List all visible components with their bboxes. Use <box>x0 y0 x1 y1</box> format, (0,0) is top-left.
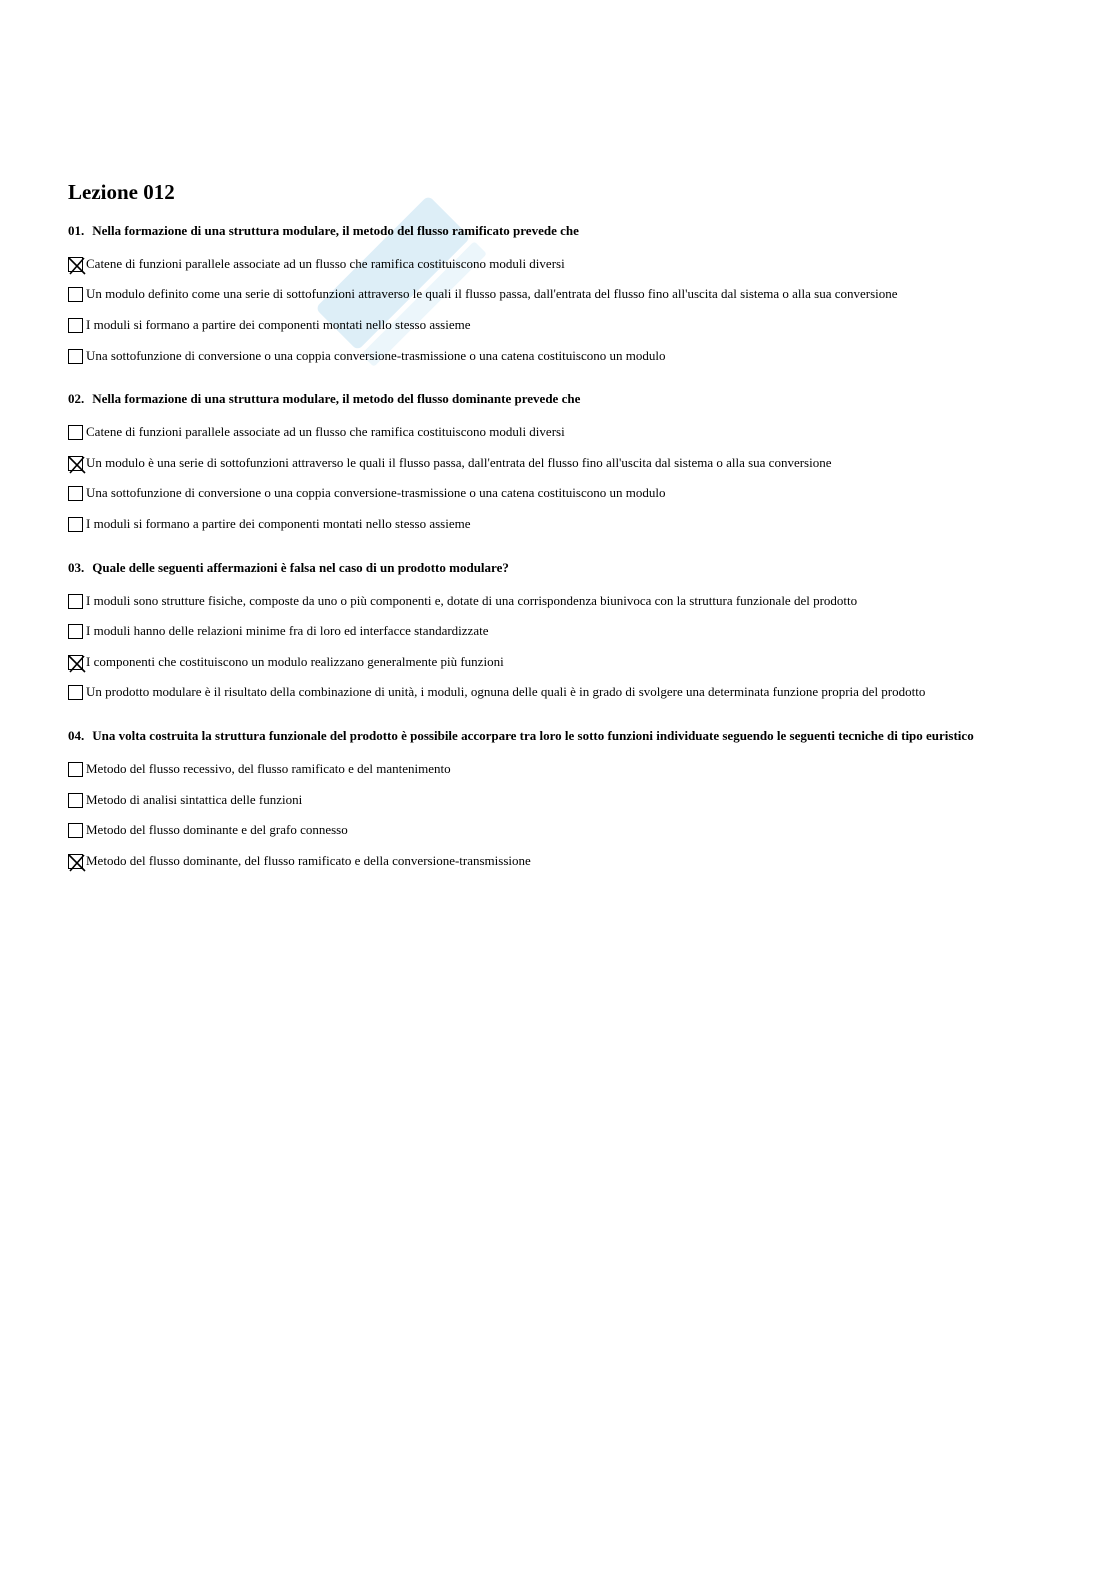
question-number: 02. <box>68 391 85 407</box>
cross-mark-icon <box>67 654 86 673</box>
answer-option[interactable] <box>68 478 1028 509</box>
option-label: I moduli si formano a partire dei componenti montati nello stesso assieme <box>86 316 471 332</box>
option-label: I moduli si formano a partire dei componenti montati nello stesso assieme <box>86 515 471 531</box>
option-label: I componenti che costituiscono un modulo realizzano generalmente più funzioni <box>86 653 504 669</box>
option-label: Catene di funzioni parallele associate ad un flusso che ramifica costituiscono moduli diversi <box>86 255 565 271</box>
question-prompt: Una volta costruita la struttura funzionale del prodotto è possibile accorpare tra loro le sotto funzioni individuate seguendo le seguenti tecniche di tipo euristico <box>92 728 974 744</box>
option-label: Un modulo è una serie di sottofunzioni attraverso le quali il flusso passa, dall'entrata del flusso fino all'uscita dal sistema o alla sua conversione <box>86 454 832 470</box>
question-number: 01. <box>68 223 85 238</box>
question-number: 04. <box>68 728 85 744</box>
answer-option[interactable] <box>68 309 1028 340</box>
answer-option[interactable] <box>68 814 1028 845</box>
checkbox-unchecked[interactable] <box>68 287 83 302</box>
cross-mark-icon <box>67 256 86 275</box>
answer-option[interactable] <box>68 845 1028 876</box>
question-prompt: Nella formazione di una struttura modulare, il metodo del flusso dominante prevede che <box>92 391 581 407</box>
answer-option[interactable] <box>68 615 1028 646</box>
checkbox-unchecked[interactable] <box>68 793 83 808</box>
answer-option[interactable] <box>68 784 1028 815</box>
question-prompt: Quale delle seguenti affermazioni è falsa nel caso di un prodotto modulare? <box>92 559 509 575</box>
checkbox-unchecked[interactable] <box>68 425 83 440</box>
checkbox-checked[interactable] <box>68 655 83 670</box>
checkbox-checked[interactable] <box>68 257 83 272</box>
option-label: Metodo del flusso dominante, del flusso ramificato e della conversione-transmissione <box>86 852 531 868</box>
question-text <box>68 560 1028 575</box>
answer-option[interactable] <box>68 340 1028 371</box>
answer-option[interactable] <box>68 279 1028 310</box>
checkbox-unchecked[interactable] <box>68 685 83 700</box>
checkbox-unchecked[interactable] <box>68 486 83 501</box>
answer-option[interactable] <box>68 447 1028 478</box>
question-prompt: Nella formazione di una struttura modulare, il metodo del flusso ramificato prevede che <box>92 223 579 238</box>
option-label: Metodo del flusso dominante e del grafo connesso <box>86 822 348 838</box>
option-label: Metodo di analisi sintattica delle funzioni <box>86 791 303 807</box>
checkbox-unchecked[interactable] <box>68 823 83 838</box>
question-number: 03. <box>68 559 85 575</box>
answer-option[interactable] <box>68 248 1028 279</box>
checkbox-unchecked[interactable] <box>68 349 83 364</box>
question-text <box>68 391 1028 406</box>
checkbox-checked[interactable] <box>68 854 83 869</box>
answer-option[interactable] <box>68 416 1028 447</box>
answer-option[interactable] <box>68 646 1028 677</box>
option-label: I moduli hanno delle relazioni minime fra di loro ed interfacce standardizzate <box>86 623 489 639</box>
checkbox-unchecked[interactable] <box>68 624 83 639</box>
option-label: I moduli sono strutture fisiche, composte da uno o più componenti e, dotate di una corrispondenza biunivoca con la struttura funzionale del prodotto <box>86 592 858 608</box>
answer-option[interactable] <box>68 508 1028 539</box>
checkbox-unchecked[interactable] <box>68 517 83 532</box>
question-3 <box>68 560 1028 707</box>
question-2 <box>68 391 1028 538</box>
checkbox-unchecked[interactable] <box>68 594 83 609</box>
option-label: Una sottofunzione di conversione o una coppia conversione-trasmissione o una catena costituiscono un modulo <box>86 485 666 501</box>
document-page <box>68 178 1028 897</box>
question-4 <box>68 728 1028 875</box>
checkbox-unchecked[interactable] <box>68 318 83 333</box>
answer-option[interactable] <box>68 585 1028 616</box>
cross-mark-icon <box>67 853 86 872</box>
option-label: Un prodotto modulare è il risultato della combinazione di unità, i moduli, ognuna delle quali è in grado di svolgere una determinata funzione propria del prodotto <box>86 684 926 700</box>
answer-option[interactable] <box>68 677 1028 708</box>
checkbox-unchecked[interactable] <box>68 762 83 777</box>
option-label: Catene di funzioni parallele associate ad un flusso che ramifica costituiscono moduli diversi <box>86 424 565 440</box>
cross-mark-icon <box>67 455 86 474</box>
option-label: Metodo del flusso recessivo, del flusso ramificato e del mantenimento <box>86 760 451 776</box>
checkbox-checked[interactable] <box>68 456 83 471</box>
question-1 <box>68 223 1028 370</box>
option-label: Una sottofunzione di conversione o una coppia conversione-trasmissione o una catena costituiscono un modulo <box>86 347 666 363</box>
answer-option[interactable] <box>68 753 1028 784</box>
option-label: Un modulo definito come una serie di sottofunzioni attraverso le quali il flusso passa, dall'entrata del flusso fino all'uscita dal sistema o alla sua conversione <box>86 286 898 302</box>
lesson-title: Lezione 012 <box>68 180 175 204</box>
question-text <box>68 728 1028 743</box>
question-list <box>68 223 1028 876</box>
question-text <box>68 223 1028 238</box>
